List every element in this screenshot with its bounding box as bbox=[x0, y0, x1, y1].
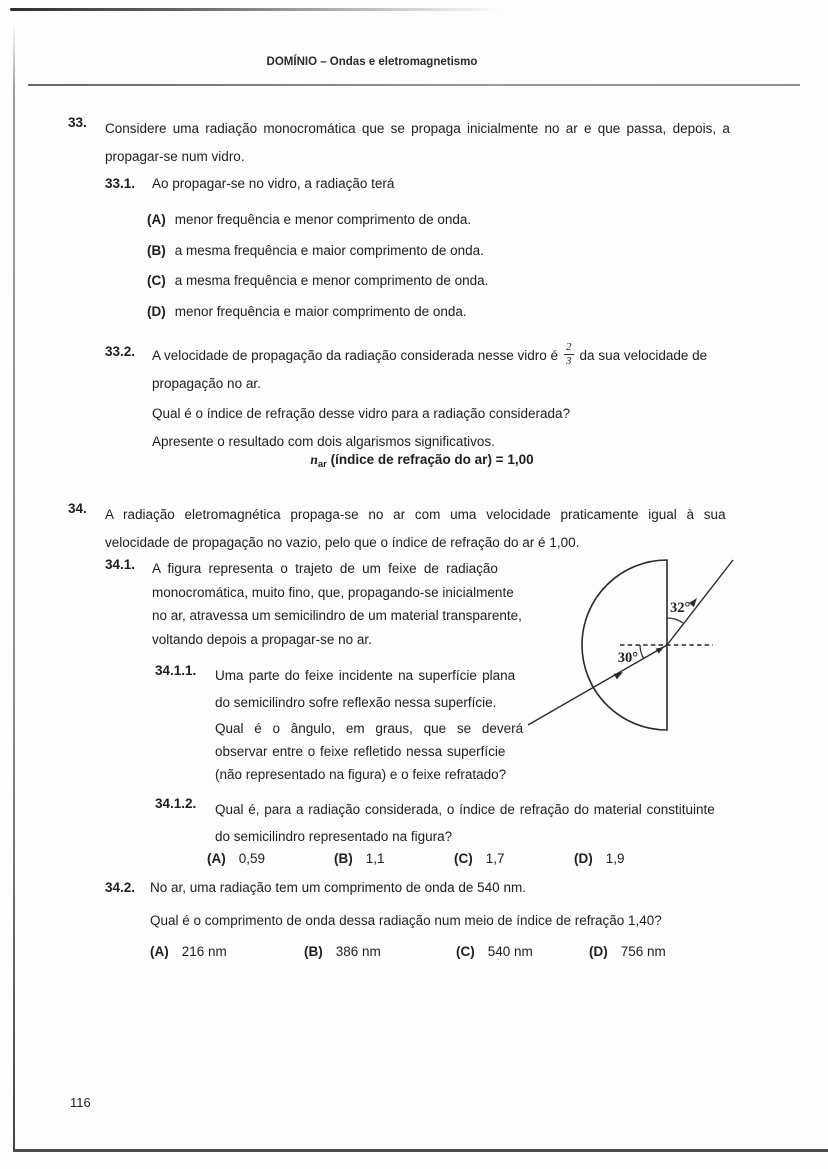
q331-option-a bbox=[147, 212, 471, 227]
q3411-para1-line1: Uma parte do feixe incidente na superfície plana bbox=[215, 668, 516, 683]
q331-option-c-text: a mesma frequência e menor comprimento de onda. bbox=[174, 273, 489, 288]
q341-stem-line3: no ar, atravessa um semicilindro de um material transparente, bbox=[152, 608, 522, 623]
q331-option-b-text: a mesma frequência e maior comprimento de onda. bbox=[174, 243, 484, 258]
q331-option-c-label: (C) bbox=[147, 273, 166, 288]
q3412-option-d-label: (D) bbox=[574, 851, 593, 866]
q331-option-a-label: (A) bbox=[147, 212, 166, 227]
q332-stem-after: da sua velocidade de bbox=[579, 348, 708, 364]
q34-intro-line2: velocidade de propagação no vazio, pelo que o índice de refração do ar é 1,00. bbox=[105, 535, 580, 550]
page-header-title: DOMÍNIO – Ondas e eletromagnetismo bbox=[266, 56, 478, 68]
semicylinder-figure bbox=[525, 548, 795, 748]
q3412-option-d bbox=[574, 851, 625, 866]
q332-data-line bbox=[152, 452, 692, 470]
q3412-option-c-text: 1,7 bbox=[485, 851, 505, 866]
q341-stem-line1: A figura representa o trajeto de um feixe de radiação bbox=[152, 561, 498, 576]
scan-artifact-top-line bbox=[10, 8, 625, 11]
q342-option-c-label: (C) bbox=[456, 944, 475, 959]
q342-option-a-label: (A) bbox=[150, 944, 169, 959]
fraction-denominator: 3 bbox=[566, 355, 572, 367]
q3411-para2 bbox=[215, 717, 560, 786]
q342-option-b bbox=[304, 944, 381, 959]
q342-option-a bbox=[150, 944, 227, 959]
q342-line2: Qual é o comprimento de onda dessa radiação num meio de índice de refração 1,40? bbox=[150, 913, 662, 928]
refraction-index-value: (índice de refração do ar) = 1,00 bbox=[330, 452, 534, 467]
q331-option-d-text: menor frequência e maior comprimento de onda. bbox=[174, 304, 467, 319]
incident-ray-center-arrow bbox=[656, 645, 666, 654]
q342-option-b-text: 386 nm bbox=[335, 944, 381, 959]
q341-number: 34.1. bbox=[105, 557, 136, 572]
q3412-option-a bbox=[207, 851, 265, 866]
q331-number: 33.1. bbox=[105, 176, 136, 191]
q332-number: 33.2. bbox=[105, 344, 136, 359]
q3412-stem-line1: Qual é, para a radiação considerada, o índice de refração do material constituinte bbox=[215, 802, 715, 817]
fraction-numerator: 2 bbox=[566, 341, 572, 353]
header-rule bbox=[28, 84, 800, 86]
q341-stem-line2: monocromática, muito fino, que, propagando-se inicialmente bbox=[152, 584, 514, 600]
q342-option-c-text: 540 nm bbox=[487, 944, 533, 959]
refraction-index-subscript: ar bbox=[317, 459, 327, 470]
refraction-angle-arc bbox=[667, 618, 683, 623]
q3412-option-c-label: (C) bbox=[454, 851, 473, 866]
q331-option-c bbox=[147, 273, 488, 288]
q342-option-d-label: (D) bbox=[589, 944, 608, 959]
q3411-para2-line2: observar entre o feixe refletido nessa superfície bbox=[215, 744, 506, 759]
q33-intro-line2: propagar-se num vidro. bbox=[105, 149, 245, 164]
q3412-option-b-label: (B) bbox=[334, 851, 353, 866]
q3412-stem-line2: do semicilindro representado na figura? bbox=[215, 829, 453, 844]
q342-option-d-text: 756 nm bbox=[620, 944, 666, 959]
page-number: 116 bbox=[70, 1095, 91, 1110]
q341-stem bbox=[152, 557, 552, 651]
q342-option-d bbox=[589, 944, 666, 959]
q342-line1: No ar, uma radiação tem um comprimento de onda de 540 nm. bbox=[150, 880, 526, 895]
q342-option-c bbox=[456, 944, 533, 959]
q3412-stem bbox=[215, 796, 780, 850]
q341-stem-line4: voltando depois a propagar-se no ar. bbox=[152, 631, 372, 647]
refraction-index-symbol: n bbox=[310, 452, 318, 467]
q332-stem-before: A velocidade de propagação da radiação considerada nesse vidro é bbox=[152, 348, 559, 364]
fraction-two-thirds bbox=[564, 342, 574, 367]
q331-option-d-label: (D) bbox=[147, 304, 166, 319]
q3411-number: 34.1.1. bbox=[155, 663, 197, 678]
q3412-option-c bbox=[454, 851, 505, 866]
q331-option-b-label: (B) bbox=[147, 243, 166, 258]
q331-option-d bbox=[147, 304, 467, 319]
refraction-angle-label: 32° bbox=[670, 600, 691, 616]
q332-stem-line2: propagação no ar. bbox=[152, 376, 261, 391]
q332-stem-line1 bbox=[152, 341, 708, 369]
incidence-angle-label: 30° bbox=[617, 650, 638, 666]
q3411-para1-line2: do semicilindro sofre reflexão nessa superfície. bbox=[215, 694, 497, 710]
scan-artifact-left-edge bbox=[13, 24, 15, 1152]
q332-instruction-line: Apresente o resultado com dois algarismos significativos. bbox=[152, 434, 495, 449]
q331-option-a-text: menor frequência e menor comprimento de onda. bbox=[174, 212, 472, 227]
q342-number: 34.2. bbox=[105, 880, 136, 895]
q3412-number: 34.1.2. bbox=[155, 796, 197, 811]
q3411-para2-line1: Qual é o ângulo, em graus, que se deverá bbox=[215, 721, 524, 736]
q342-option-b-label: (B) bbox=[304, 944, 323, 959]
q3412-option-b-text: 1,1 bbox=[365, 851, 385, 866]
q3412-option-d-text: 1,9 bbox=[605, 851, 625, 866]
q3412-option-b bbox=[334, 851, 385, 866]
q33-intro bbox=[105, 115, 777, 171]
q332-question-line: Qual é o índice de refração desse vidro para a radiação considerada? bbox=[152, 406, 571, 421]
q34-number: 34. bbox=[68, 501, 87, 516]
q3411-para2-line3: (não representado na figura) e o feixe refratado? bbox=[215, 767, 507, 782]
q3411-para1 bbox=[215, 663, 560, 716]
q3412-option-a-text: 0,59 bbox=[238, 851, 266, 866]
q342-option-a-text: 216 nm bbox=[181, 944, 227, 959]
q331-stem: Ao propagar-se no vidro, a radiação terá bbox=[152, 176, 395, 191]
q34-intro-line1: A radiação eletromagnética propaga-se no ar com uma velocidade praticamente igual à sua bbox=[105, 507, 726, 522]
scan-artifact-bottom-edge bbox=[13, 1149, 828, 1152]
q33-intro-line1: Considere uma radiação monocromática que se propaga inicialmente no ar e que passa, depois, a bbox=[105, 121, 730, 136]
q331-option-b bbox=[147, 243, 484, 258]
incidence-angle-arc bbox=[640, 645, 644, 659]
q33-number: 33. bbox=[68, 115, 87, 130]
q3412-option-a-label: (A) bbox=[207, 851, 226, 866]
